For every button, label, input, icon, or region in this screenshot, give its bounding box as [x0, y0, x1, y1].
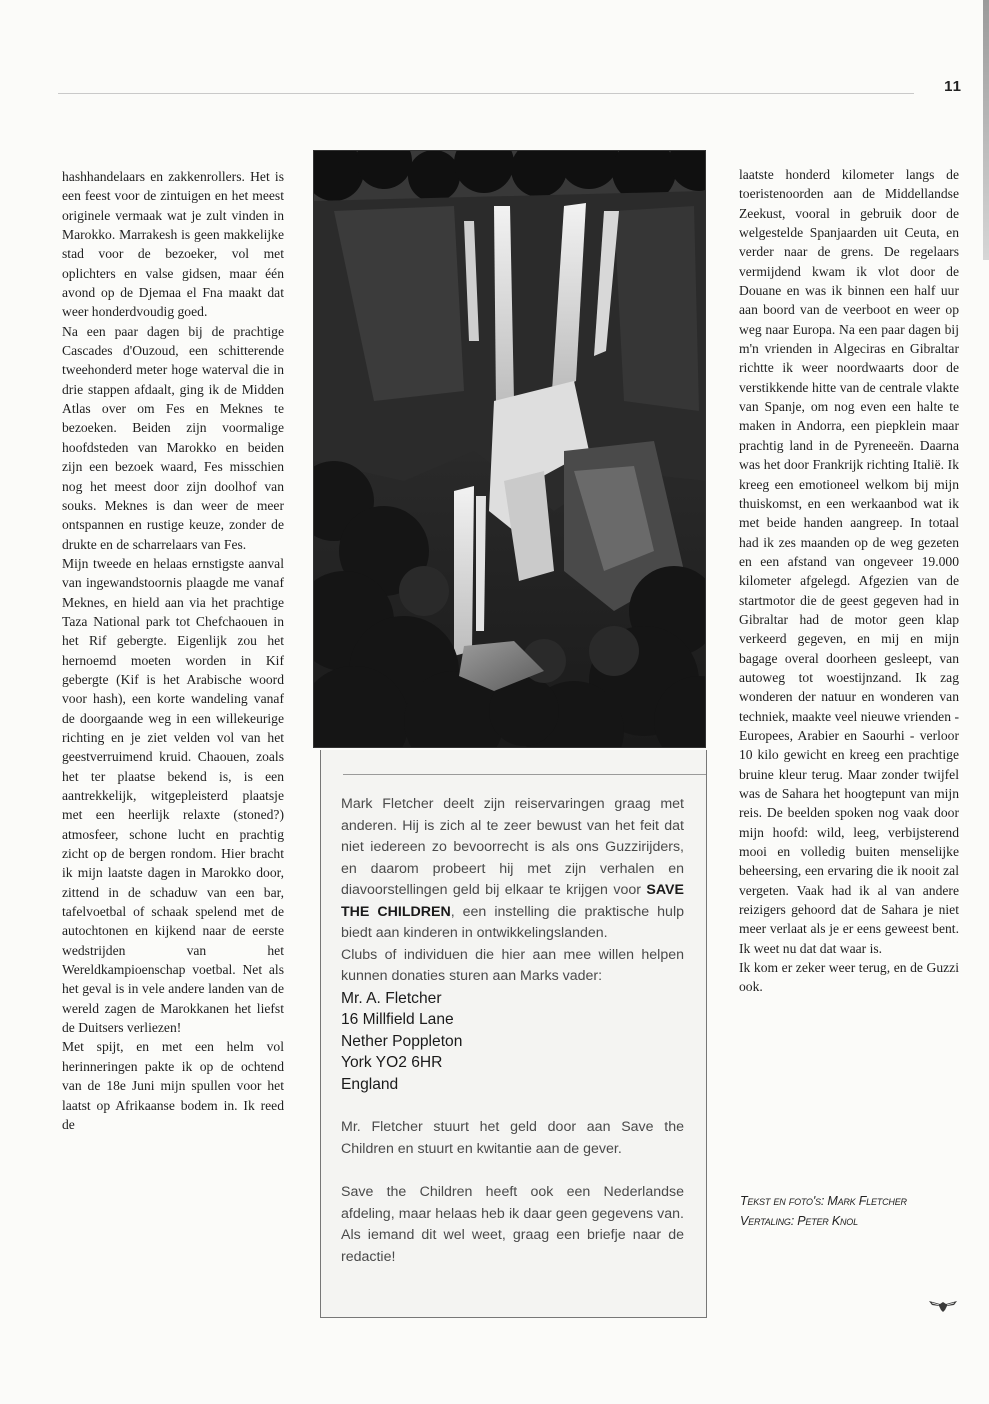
charity-name: SAVE THE CHILDREN: [341, 882, 684, 920]
article-paragraph: Ik kom er zeker weer terug, en de Guzzi ook.: [739, 960, 959, 995]
info-forwarding: Mr. Fletcher stuurt het geld door aan Save the Children en stuurt en kwitantie aan de gever.: [341, 1119, 684, 1157]
address-line: England: [341, 1075, 399, 1093]
page-number: 11: [944, 78, 962, 95]
credit-text-photo: Tekst en foto's: Mark Fletcher: [740, 1194, 907, 1208]
article-paragraph: laatste honderd kilometer langs de toeristenoorden aan de Middellandse Zeekust, vooral in gebruik door de welgestelde Spanjaarden uit Ceuta, en verder naar de grens. De regelaars vermijdend kwam ik vlot door de Douane en was ik binnen een half uur aan boord van de veerboot en weer op weg naar Europa. Na een paar dagen bij m'n vrienden in Algeciras en Gibraltar richtte ik weer noordwaarts door de verstikkende hitte van de centrale vlakte van Spanje, om nog even een halte te maken in Andorra, een piepklein maar prachtig land in de Pyreneeën. Daarna was het door Frankrijk richting Italië. Ik kreeg een emotioneel welkom bij mijn thuiskomst, en een werkaanbod wat ik met beide handen aangreep. In totaal had ik zes maanden op de weg gezeten en een afstand van ongeveer 19.000 kilometer afgelegd. Afgezien van de startmotor die de geest gegeven had in Gibraltar had de motor geen klap verkeerd gegeven, en mij en mijn bagage overal doorheen gesleept, van autoweg tot woestijnzand. Ik zag wonderen der natuur en wonderen van techniek, maakte veel nieuwe vrienden - Europees, Arabier en Saourhi - verloor 10 kilo gewicht en kreeg een prachtige bruine kleur terug. Maar zonder twijfel was de Sahara het hoogtepunt van mijn reis. De beelden spoken nog vaak door mijn hoofd: wild, leeg, verbijsterend mooi en volledig buiten menselijke beheersing, een ervaring die ik nooit zal vergeten. Vaak had ik al van andere reizigers gehoord dat de Sahara je niet meer verlaat als je er eens geweest bent. Ik weet nu dat dat waar is.: [739, 167, 959, 956]
article-paragraph: Met spijt, en met een helm vol herinneringen pakte ik op de ochtend van de 18e Juni mijn spullen voor het laatst op Afrikaanse bodem in. Ik reed de: [62, 1039, 284, 1132]
postal-address: [341, 988, 684, 1096]
article-paragraph: hashhandelaars en zakkenrollers. Het is een feest voor de zintuigen en het meest originele vermaak wat je zult vinden in Marokko. Marrakesh is geen makkelijke stad voor de bezoeker, vol met oplichters en valse gidsen, maar één avond op de Djemaa el Fna maakt dat weer honderdvoudig goed.: [62, 169, 284, 320]
info-intro: [341, 794, 684, 945]
article-column-left: [62, 167, 284, 1134]
address-line: 16 Millfield Lane: [341, 1011, 454, 1028]
info-intro-text-end: , een instelling die praktische hulp biedt aan kinderen in ontwikkelingslanden.: [341, 903, 684, 941]
info-intro-text: Mark Fletcher deelt zijn reiservaringen graag met anderen. Hij is zich al te zeer bewust van het feit dat niet iedereen zo bevoorrecht is als ons Guzzirijders, en daarom probeert hij met zijn verhalen en diavoorstellingen geld bij elkaar te krijgen voor: [341, 796, 684, 898]
info-dutch-branch: Save the Children heeft ook een Nederlandse afdeling, maar helaas heb ik daar geen gegevens van. Als iemand dit wel weet, graag een briefje naar de redactie!: [341, 1184, 684, 1265]
credit-translation: Vertaling: Peter Knol: [740, 1214, 858, 1228]
article-paragraph: Na een paar dagen bij de prachtige Cascades d'Ouzoud, een schitterende tweehonderd meter hoge waterval die in drie stappen afdaalt, ging ik de Midden Atlas over om Fes en Meknes te bezoeken. Beiden zijn voormalige hoofdsteden van Marokko en beiden zijn een bezoek waard, Fes misschien nog het meest door zijn doolhof van souks. Meknes is dan weer de meer ontspannen en rustige keuze, zonder de drukte en de scharrelaars van Fes.: [62, 323, 284, 552]
info-clubs: Clubs of individuen die hier aan mee willen helpen kunnen donaties sturen aan Marks vader:: [341, 946, 684, 984]
waterfall-photo: [313, 150, 706, 748]
article-column-right: [739, 165, 959, 997]
header-rule: [58, 93, 914, 94]
article-credits: [740, 1191, 960, 1231]
article-paragraph: Mijn tweede en helaas ernstigste aanval van ingewandstoornis plaagde me vanaf Meknes, en hield aan via het prachtige Taza National park tot Chefchaouen in het Rif gebergte. Eigenlijk zou het hernoemd moeten worden in Kif gebergte (Kif is het Arabische woord voor hash), een korte wandeling vanaf de doorgaande weg in een willekeurige richting en je ziet velden vol van het geestverruimend kruid. Chaouen, zoals het ter plaatse bekend is, is een aantrekkelijk, witgepleisterd plaatsje met een heerlijk relaxte (stoned?) atmosfeer, schone lucht en prachtig zicht op de bergen rondom. Hier bracht ik mijn laatste dagen in Marokko door, zittend in de schaduw van een bar, tafelvoetbal of schaak spelend met de autochtonen en kijkend naar de eerste wedstrijden van het Wereldkampioenschap voetbal. Net als het geval is in vele andere landen van de wereld zagen de Marokkanen het liefst de Duitsers verliezen!: [62, 555, 284, 1036]
address-line: Mr. A. Fletcher: [341, 989, 442, 1007]
donation-info-box: [320, 750, 707, 1318]
address-line: York YO2 6HR: [341, 1054, 443, 1071]
waterfall-photo-illustration: [314, 151, 706, 748]
scan-edge-shadow: [983, 0, 989, 260]
address-line: Nether Poppleton: [341, 1032, 463, 1050]
eagle-logo-icon: [928, 1298, 958, 1314]
